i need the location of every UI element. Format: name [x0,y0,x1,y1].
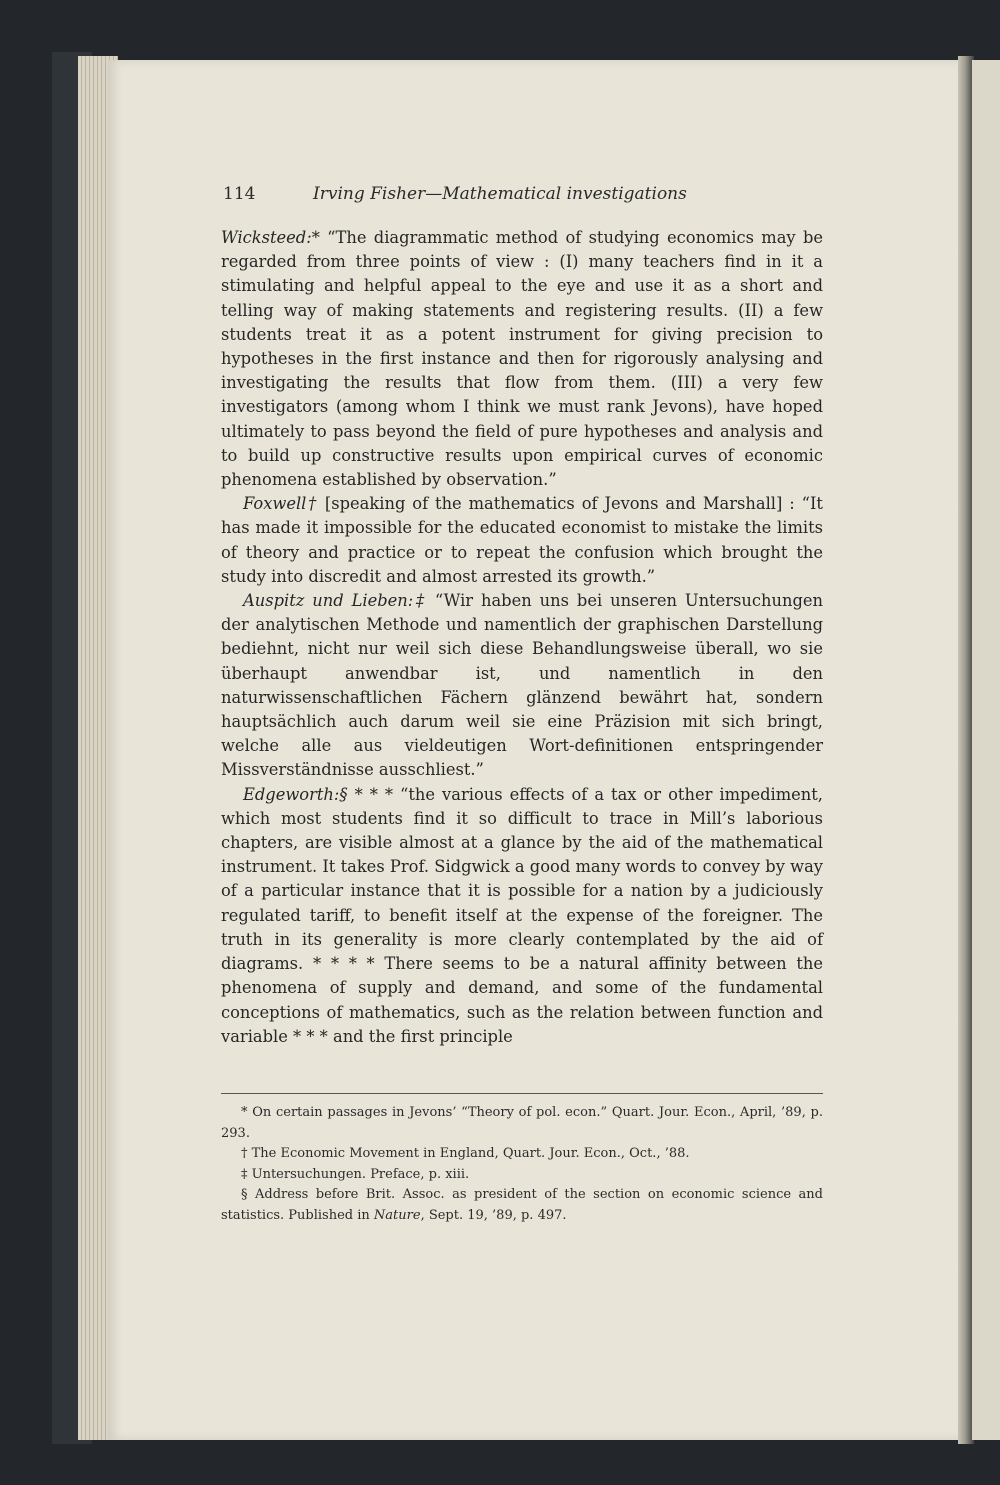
footnote-text: § Address before Brit. Assoc. as president of the section on economic science and statistics. Published in [221,1187,823,1223]
paragraph-edgeworth [221,783,823,1049]
page-number: 114 [223,184,256,204]
body-text [221,226,823,1049]
footnote-text: * On certain passages in Jevons’ “Theory of pol. econ.” Quart. Jour. Econ., April, ’89, p. 293. [221,1105,823,1141]
running-title: Irving Fisher—Mathematical investigations [313,184,687,204]
paragraph-text: “Wir haben uns bei unseren Untersuchungen der analytischen Methode und namentlich der graphischen Darstellung bediehnt, nicht nur weil sich diese Behandlungsweise überall, wo sie überhaupt anwendbar ist, und namentlich in den naturwissenschaftlichen Fächern glänzend bewährt hat, sondern hauptsächlich auch darum weil sie eine Präzision mit sich bringt, welche alle aus vieldeutigen Wort-definitionen entspringender Missverständnisse ausschliest.” [221,591,824,780]
running-head [223,184,823,204]
footnote-text: ‡ Untersuchungen. Preface, p. xiii. [241,1166,470,1182]
paragraph-auspitz-lieben [221,589,823,783]
paragraph-wicksteed [221,226,823,492]
paragraph-foxwell [221,492,823,589]
paragraph-text: “The diagrammatic method of studying economics may be regarded from three points of view : (I) many teachers find in it a stimulating and helpful appeal to the eye and use it as a short and telling way of making statements and registering results. (II) a few students treat it as a potent instrument for giving precision to hypotheses in the first instance and then for rigorously analysing and investigating the results that flow from them. (III) a very few investigators (among whom I think we must rank Jevons), have hoped ultimately to pass beyond the field of pure hypotheses and analysis and to build up constructive results upon empirical curves of economic phenomena established by observation.” [221,228,823,490]
citation-lead: Auspitz und Lieben:‡ [243,591,427,611]
footnote-journal: Nature [373,1207,421,1223]
citation-lead: Wicksteed:* [221,228,320,247]
footnotes [221,1103,823,1226]
footnote [221,1165,823,1186]
footnote-text: , Sept. 19, ’89, p. 497. [420,1207,567,1223]
citation-lead: Edgeworth:§ [243,784,348,804]
footnote [221,1103,823,1144]
footnote-text: † The Economic Movement in England, Quart. Jour. Econ., Oct., ’88. [241,1146,690,1161]
facing-page-edge [972,60,1000,1440]
citation-lead: Foxwell† [243,494,318,514]
footnote-rule [221,1093,823,1094]
paragraph-text: [speaking of the mathematics of Jevons and Marshall] : “It has made it impossible for the educated economist to mistake the limits of theory and practice or to repeat the confusion which brought the study into discredit and almost arrested its growth.” [221,494,823,586]
footnote [221,1185,823,1226]
paragraph-text: * * * “the various effects of a tax or other impediment, which most students find it so difficult to trace in Mill’s laborious chapters, are visible almost at a glance by the aid of the mathematical instrument. It takes Prof. Sidgwick a good many words to convey by way of a particular instance that it is possible for a nation by a judiciously regulated tariff, to benefit itself at the expense of the foreigner. The truth in its generality is more clearly contemplated by the aid of diagrams. * * * * There seems to be a natural affinity between the phenomena of supply and demand, and some of the fundamental conceptions of mathematics, such as the relation between function and variable * * * and the first principle [221,784,823,1046]
footnote [221,1144,823,1165]
